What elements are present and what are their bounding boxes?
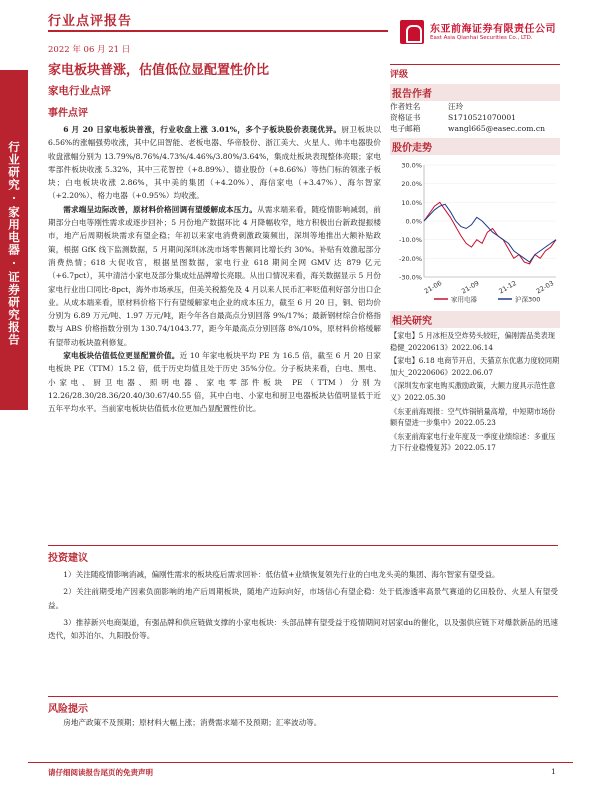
page-title: 家电板块普涨，估值低位显配置性价比: [48, 63, 270, 78]
paragraph-2: [48, 203, 381, 349]
legend-label: 家用电器: [451, 295, 477, 304]
y-tick-label: -20.0%: [399, 254, 422, 263]
x-tick-label: 22-03: [534, 279, 556, 296]
y-tick-label: 10.0%: [401, 198, 422, 207]
x-tick-label: 21-09: [460, 279, 481, 296]
company-name-en: East Asia Qianhai Securities Co., LTD.: [430, 35, 533, 41]
report-date: 2022 年 06 月 21 日: [48, 45, 131, 55]
header-rule: [48, 30, 388, 32]
author-row-key: 资格证书: [390, 113, 421, 122]
rating-label: 评级: [390, 64, 560, 80]
related-item[interactable]: 《深圳发布家电购买激励政策，大额力度具示范性意义》2022.05.30: [390, 381, 556, 402]
paragraph-1-lead: 6 月 20 日家电板块普涨，行业收盘上涨 3.01%，多个子板块股价表现优异。: [63, 125, 342, 134]
company-name-cn: 东亚前海证券有限责任公司: [430, 24, 556, 35]
suggestion-heading: 投资建议: [48, 545, 558, 564]
report-type: 行业点评报告: [48, 14, 133, 29]
y-tick-label: 30.0%: [401, 161, 422, 170]
y-tick-label: 20.0%: [401, 180, 422, 189]
page-subtitle: 家电行业点评: [48, 85, 111, 97]
author-row: [390, 123, 560, 134]
related-item[interactable]: 【家电】5 月冰柜及空炸势头较旺，偏刚需品类表现稳健_20220613》2022.06.14: [390, 331, 555, 352]
event-heading: 事件点评: [48, 108, 88, 119]
paragraph-2-body: 从需求端来看，随疫情影响减弱，前期部分白电等刚性需求或逐步回补；5 月份地产数据环比 4 月降幅收窄，地方积极出台新政提振楼市，地产后周期板块需求有望企稳；年初以来家电消费刺激政策频出，深圳等地推出大额补贴政策，根据 GfK 线下监测数据，5 月期间深圳冰洗市场零售额同比增长约 30%。补贴有效激起部分消费热情；618 大促收官，根据星图数据，家电行业 618 期间全网 GMV 达 879 亿元（+6.7pct），其中清洁小家电及部分集成灶品牌增长亮眼。从出口情况来看，海关数据显示 5 月份家电行业出口同比-8pct，海外市场承压，但美关税豁免及 4 月以来人民币汇率贬值利好部分出口企业。从成本端来看，原材料价格下行有望缓解家电企业的成本压力，截至 6 月 20 日，铜、铝均价分别为 6.89 万元/吨、1.97 万元/吨，距今年各自最高点分别回落 9%/17%；最新钢材综合价格指数与 ABS 价格指数分别为 130.74/1043.77，距今年最高点分别回落 8%/10%，原材料价格缓解有望带动板块盈利修复。: [48, 204, 382, 347]
trend-heading: 股价走势: [390, 138, 560, 155]
stock-trend-chart: [390, 159, 560, 307]
series-line-sector: [424, 202, 556, 264]
main-column: [48, 62, 381, 416]
x-tick-label: 21-12: [497, 279, 518, 296]
chart-svg: [390, 159, 560, 307]
suggestion-section: [48, 545, 558, 642]
sidebar-label: 行业研究·家用电器·证券研究报告: [0, 70, 28, 410]
paragraph-3-lead: 家电板块估值低位更显配置价值。: [63, 351, 180, 361]
suggestion-3: 3）推荐新兴电商渠道，有强品牌和供应链做支撑的小家电板块：头部品牌有望受益于疫情期间对居家du的催化，以及强供应链下对爆款新品的迅速迭代，如苏泊尔、九阳股份等。: [48, 617, 558, 641]
footer-rule: [28, 762, 573, 763]
author-row-value[interactable]: wangl665@easec.com.cn: [448, 124, 545, 133]
paragraph-1-body: 厨卫板块以 6.56%的涨幅强势收涨，其中亿田智能、老板电器、华帝股份、浙江美大、火星人、帅丰电器股价收盘涨幅分别为 13.79%/8.76%/4.73%/4.46%/3.80%/3.64%，集成灶板块表现整体亮眼；家电零部件板块收涨 5.32%，其中三花智控（+8.89%）、德业股份（+8.66%）等热门标的领涨子板块；白电板块收涨 2.86%，其中美的集团（+4.20%）、海信家电（+3.47%）、海尔智家（+2.20%）、格力电器（+0.95%）均收涨。: [48, 125, 382, 201]
y-tick-label: -30.0%: [399, 273, 422, 282]
suggestion-1: 1）关注随疫情影响消减，偏刚性需求的板块疫后需求回补：低估值+业绩恢复领先行业的白电龙头美的集团、海尔智家有望受益。: [63, 570, 500, 579]
suggestion-2: 2）关注前期受地产因素负面影响的地产后周期板块，随地产边际向好，市场信心有望企稳：处于低渗透率高景气赛道的亿田股份、火星人有望受益。: [48, 587, 558, 610]
related-item[interactable]: 《东亚前海家电行业年度及一季度业绩综述：多重压力下行业稳慢复苏》2022.05.17: [390, 431, 556, 453]
author-row-key: 作者姓名: [390, 102, 421, 111]
company-logo-icon: [400, 20, 424, 44]
risk-heading: 风险提示: [48, 696, 558, 715]
risk-text: 房地产政策不及预期；原材料大幅上涨；消费需求端不及预期；汇率波动等。: [63, 718, 322, 727]
related-item[interactable]: 《东亚前海周报：空气炸锅销量高增，中短期市场份额有望进一步集中》2022.05.23: [390, 406, 556, 428]
right-column: [390, 64, 560, 454]
author-heading: 报告作者: [390, 84, 560, 101]
author-row-value: 汪玲: [448, 102, 464, 111]
paragraph-2-lead: 需求端呈边际改善，原材料价格回调有望缓解成本压力。: [63, 204, 258, 214]
paragraph-3: [48, 349, 381, 415]
author-row-key: 电子邮箱: [390, 124, 421, 133]
related-item[interactable]: 【家电】6.18 电商节开启，天猫京东优惠力度较同期加大_20220606》2022.06.07: [390, 356, 560, 377]
page-number: 1: [551, 767, 556, 776]
paragraph-3-body: 近 10 年家电板块平均 PE 为 16.5 倍，截至 6 月 20 日家电板块 PE（TTM）15.2 倍，低于历史均值且处于历史 35%分位。分子板块来看，白电、黑电、小家电、厨卫电器、照明电器、家电零部件板块 PE（TTM）分别为 12.26/28.30/28.36/20.40/30.67/40.55 倍，其中白电、小家电和厨卫电器板块估值明显低于近五年平均水平。当前家电板块估值低水位更加凸显配置性价比。: [48, 351, 382, 414]
x-tick-label: 21-06: [422, 279, 444, 296]
author-row: [390, 112, 560, 123]
disclaimer-note: 请仔细阅读报告尾页的免责声明: [48, 768, 153, 777]
y-tick-label: 0.0%: [405, 217, 422, 226]
author-row-value: S1710521070001: [448, 113, 517, 122]
series-line-index: [424, 204, 556, 262]
legend-label: 沪深300: [515, 295, 541, 304]
paragraph-1: [48, 123, 381, 203]
y-tick-label: -10.0%: [399, 236, 422, 245]
related-heading: 相关研究: [390, 311, 560, 328]
author-row: [390, 101, 560, 112]
